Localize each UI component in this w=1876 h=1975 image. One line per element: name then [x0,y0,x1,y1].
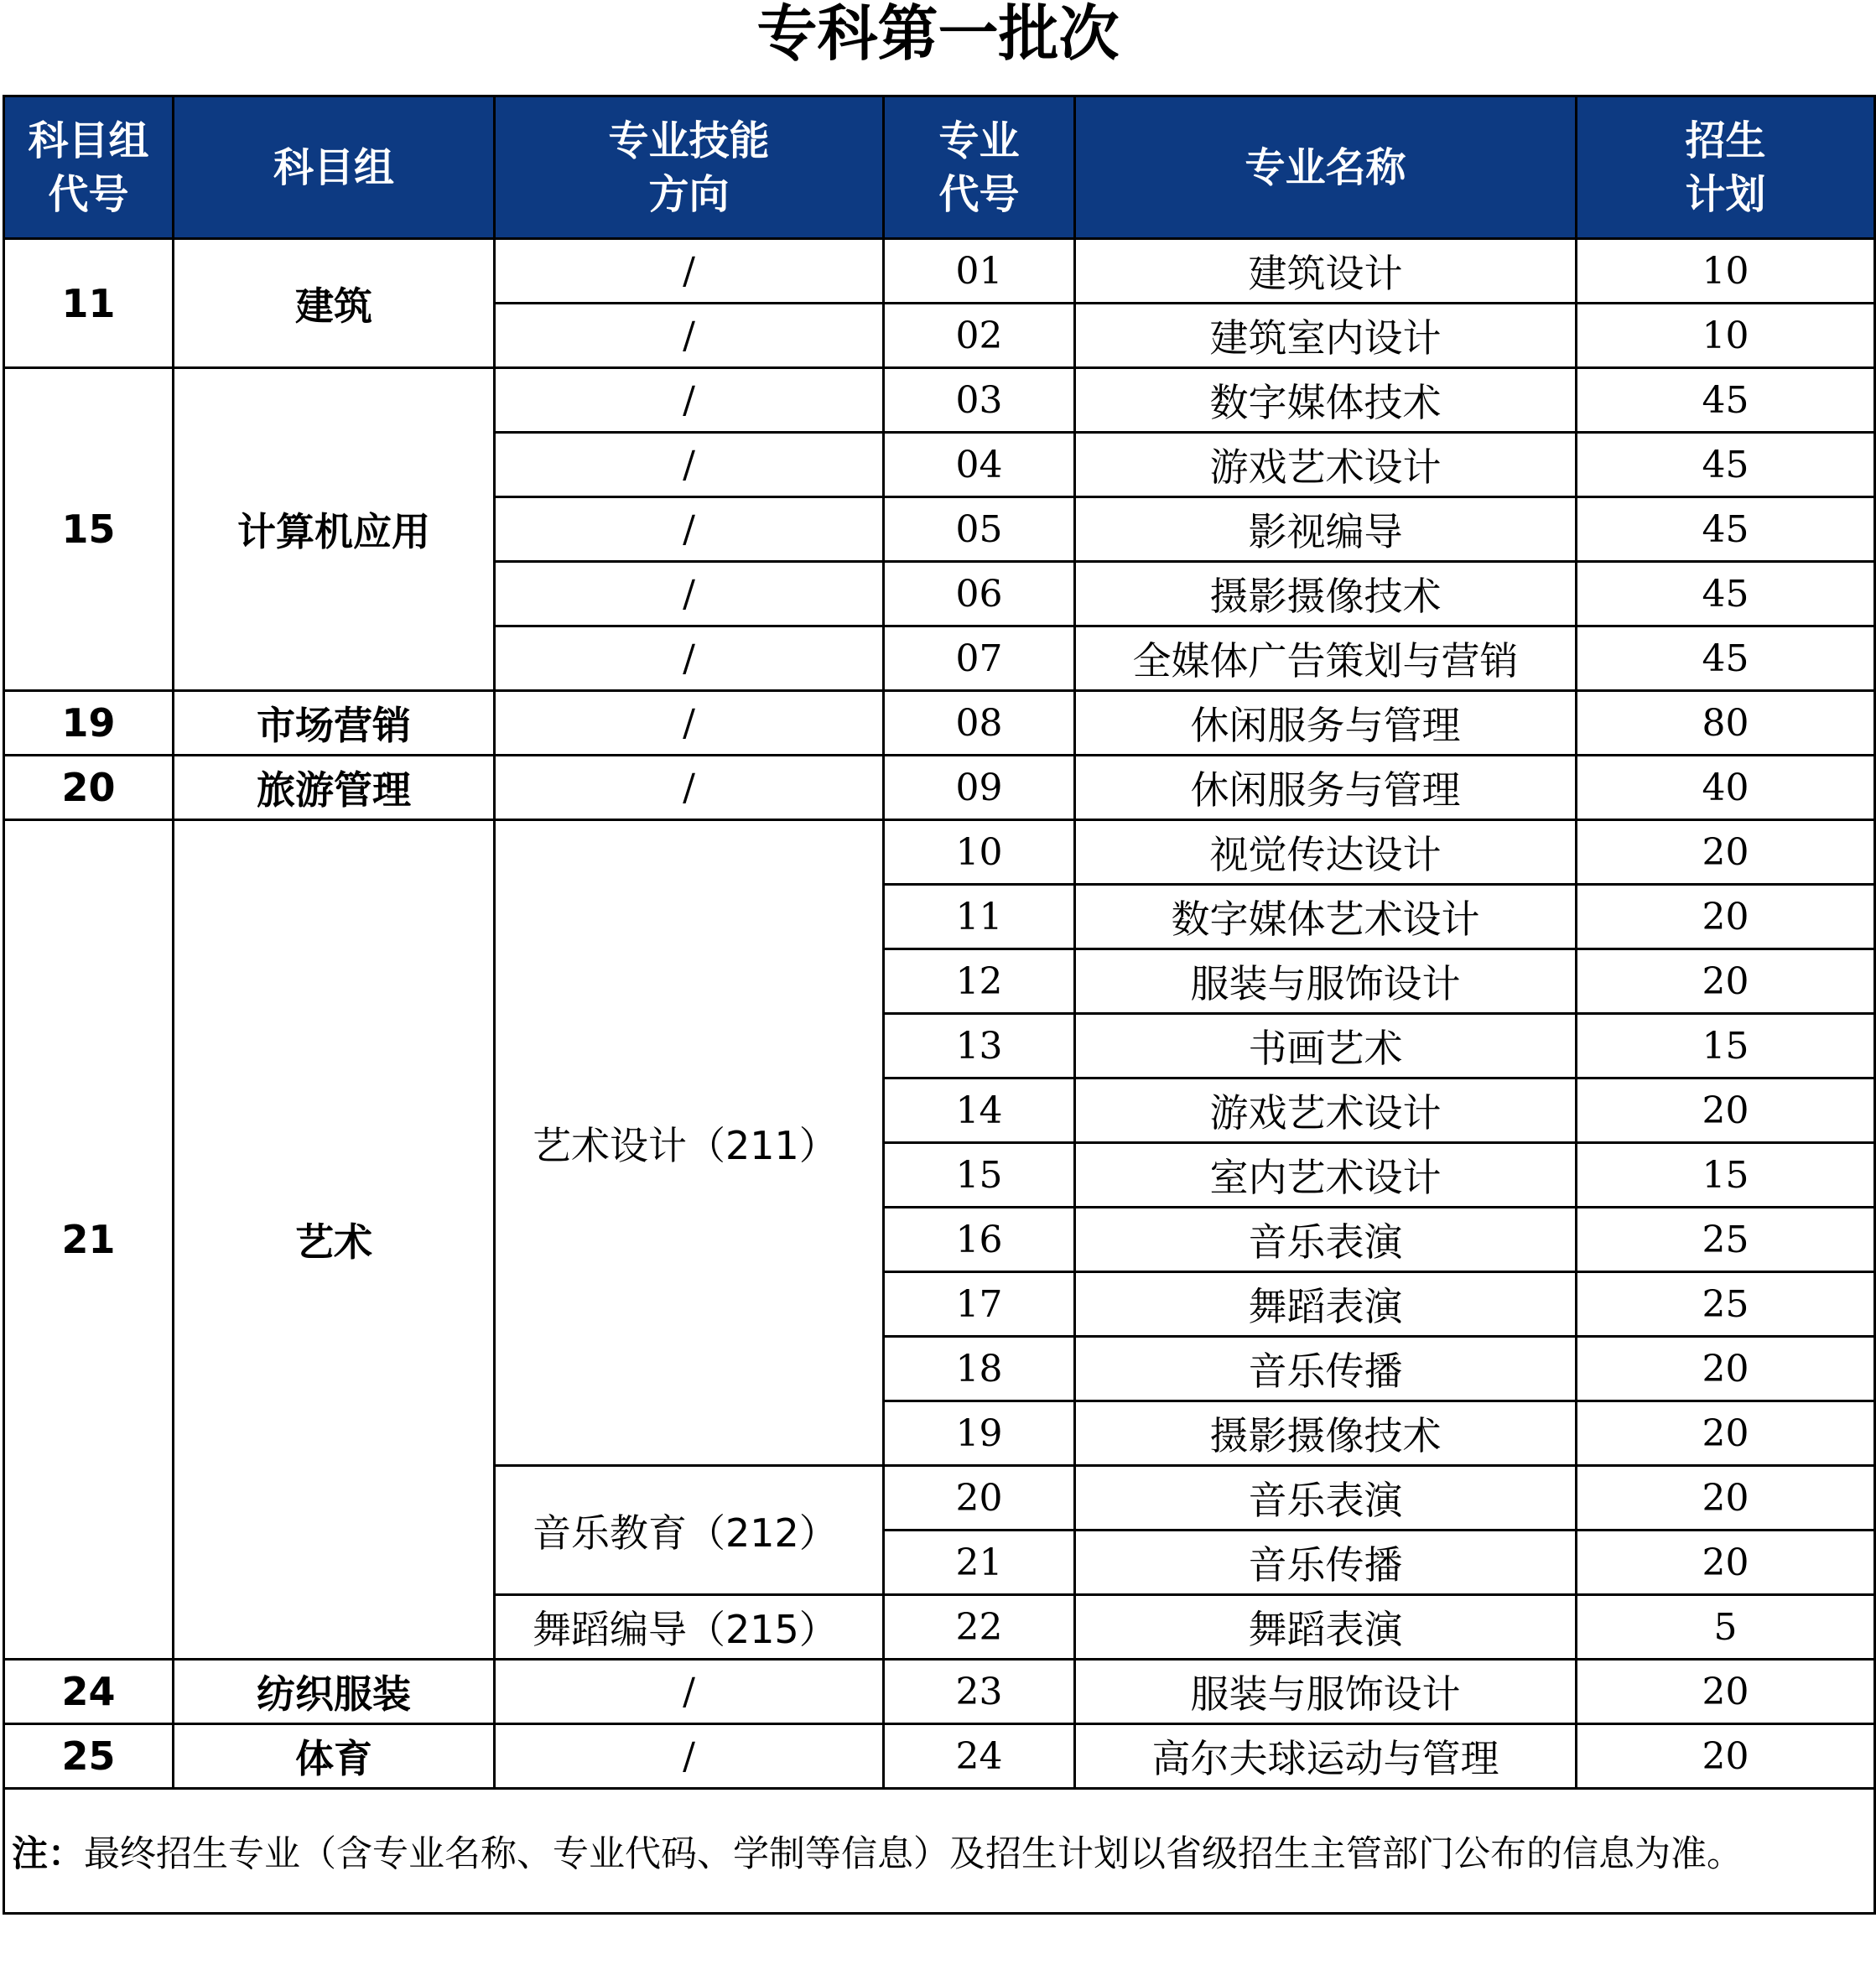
plan-cell: 10 [1577,304,1875,368]
plan-cell: 15 [1577,1014,1875,1078]
major-code-cell: 24 [884,1724,1075,1789]
major-code-cell: 09 [884,756,1075,820]
plan-cell: 45 [1577,368,1875,433]
major-code-cell: 22 [884,1595,1075,1660]
major-name-cell: 服装与服饰设计 [1075,1660,1577,1724]
enrollment-table [3,95,1876,1915]
skill-cell: / [495,756,884,820]
group-code-cell: 21 [4,820,174,1660]
table-row [4,756,1875,820]
major-code-cell: 05 [884,497,1075,562]
major-code-cell: 12 [884,949,1075,1014]
skill-cell: / [495,691,884,756]
table-row [4,820,1875,885]
skill-cell: / [495,1724,884,1789]
table-row [4,368,1875,433]
plan-cell: 25 [1577,1272,1875,1337]
major-code-cell: 02 [884,304,1075,368]
plan-cell: 45 [1577,626,1875,691]
major-code-cell: 13 [884,1014,1075,1078]
major-name-cell: 建筑室内设计 [1075,304,1577,368]
group-name-cell: 旅游管理 [174,756,495,820]
major-name-cell: 摄影摄像技术 [1075,562,1577,626]
plan-cell: 20 [1577,1401,1875,1466]
header-skill: 专业技能 方向 [495,96,884,239]
major-name-cell: 音乐传播 [1075,1531,1577,1595]
skill-cell: / [495,497,884,562]
major-code-cell: 08 [884,691,1075,756]
major-name-cell: 休闲服务与管理 [1075,756,1577,820]
plan-cell: 40 [1577,756,1875,820]
group-code-cell: 24 [4,1660,174,1724]
major-code-cell: 10 [884,820,1075,885]
major-name-cell: 游戏艺术设计 [1075,1078,1577,1143]
table-row [4,1660,1875,1724]
major-name-cell: 舞蹈表演 [1075,1272,1577,1337]
group-code-cell: 11 [4,239,174,368]
table-row [4,691,1875,756]
footnote [4,1789,1875,1914]
skill-cell: / [495,1660,884,1724]
skill-cell: / [495,433,884,497]
plan-cell: 20 [1577,1660,1875,1724]
group-name-cell: 艺术 [174,820,495,1660]
group-name-cell: 体育 [174,1724,495,1789]
major-name-cell: 高尔夫球运动与管理 [1075,1724,1577,1789]
table-row [4,1724,1875,1789]
major-name-cell: 音乐传播 [1075,1337,1577,1401]
plan-cell: 20 [1577,1531,1875,1595]
plan-cell: 5 [1577,1595,1875,1660]
plan-cell: 45 [1577,497,1875,562]
skill-cell: 艺术设计（211） [495,820,884,1466]
major-code-cell: 01 [884,239,1075,304]
major-name-cell: 摄影摄像技术 [1075,1401,1577,1466]
footnote-text: 最终招生专业（含专业名称、专业代码、学制等信息）及招生计划以省级招生主管部门公布的信息为准。 [84,1832,1743,1875]
skill-cell: / [495,304,884,368]
major-name-cell: 游戏艺术设计 [1075,433,1577,497]
plan-cell: 20 [1577,885,1875,949]
page-title: 专科第一批次 [756,0,1120,69]
skill-cell: / [495,562,884,626]
major-name-cell: 休闲服务与管理 [1075,691,1577,756]
major-code-cell: 16 [884,1208,1075,1272]
major-name-cell: 室内艺术设计 [1075,1143,1577,1208]
major-name-cell: 书画艺术 [1075,1014,1577,1078]
major-code-cell: 23 [884,1660,1075,1724]
group-code-cell: 20 [4,756,174,820]
major-code-cell: 18 [884,1337,1075,1401]
group-code-cell: 25 [4,1724,174,1789]
major-code-cell: 21 [884,1531,1075,1595]
major-code-cell: 06 [884,562,1075,626]
group-name-cell: 计算机应用 [174,368,495,691]
plan-cell: 20 [1577,1078,1875,1143]
plan-cell: 20 [1577,1466,1875,1531]
plan-cell: 25 [1577,1208,1875,1272]
plan-cell: 20 [1577,1337,1875,1401]
major-code-cell: 03 [884,368,1075,433]
major-name-cell: 全媒体广告策划与营销 [1075,626,1577,691]
plan-cell: 15 [1577,1143,1875,1208]
major-name-cell: 音乐表演 [1075,1208,1577,1272]
footnote-label: 注： [12,1832,84,1875]
major-name-cell: 建筑设计 [1075,239,1577,304]
group-code-cell: 15 [4,368,174,691]
major-code-cell: 07 [884,626,1075,691]
table-row [4,239,1875,304]
major-code-cell: 19 [884,1401,1075,1466]
major-code-cell: 15 [884,1143,1075,1208]
major-name-cell: 舞蹈表演 [1075,1595,1577,1660]
major-name-cell: 服装与服饰设计 [1075,949,1577,1014]
header-group-code: 科目组 代号 [4,96,174,239]
header-major-code: 专业 代号 [884,96,1075,239]
plan-cell: 45 [1577,433,1875,497]
plan-cell: 20 [1577,820,1875,885]
skill-cell: / [495,626,884,691]
plan-cell: 80 [1577,691,1875,756]
major-name-cell: 视觉传达设计 [1075,820,1577,885]
major-name-cell: 数字媒体技术 [1075,368,1577,433]
major-name-cell: 音乐表演 [1075,1466,1577,1531]
header-group: 科目组 [174,96,495,239]
plan-cell: 20 [1577,949,1875,1014]
skill-cell: 音乐教育（212） [495,1466,884,1595]
header-major-name: 专业名称 [1075,96,1577,239]
table-header-row [4,96,1875,239]
major-name-cell: 影视编导 [1075,497,1577,562]
major-code-cell: 20 [884,1466,1075,1531]
group-code-cell: 19 [4,691,174,756]
plan-cell: 45 [1577,562,1875,626]
group-name-cell: 纺织服装 [174,1660,495,1724]
major-name-cell: 数字媒体艺术设计 [1075,885,1577,949]
skill-cell: 舞蹈编导（215） [495,1595,884,1660]
skill-cell: / [495,239,884,304]
group-name-cell: 建筑 [174,239,495,368]
header-plan: 招生 计划 [1577,96,1875,239]
skill-cell: / [495,368,884,433]
major-code-cell: 14 [884,1078,1075,1143]
major-code-cell: 11 [884,885,1075,949]
plan-cell: 20 [1577,1724,1875,1789]
note-row [4,1789,1875,1914]
major-code-cell: 17 [884,1272,1075,1337]
plan-cell: 10 [1577,239,1875,304]
major-code-cell: 04 [884,433,1075,497]
group-name-cell: 市场营销 [174,691,495,756]
